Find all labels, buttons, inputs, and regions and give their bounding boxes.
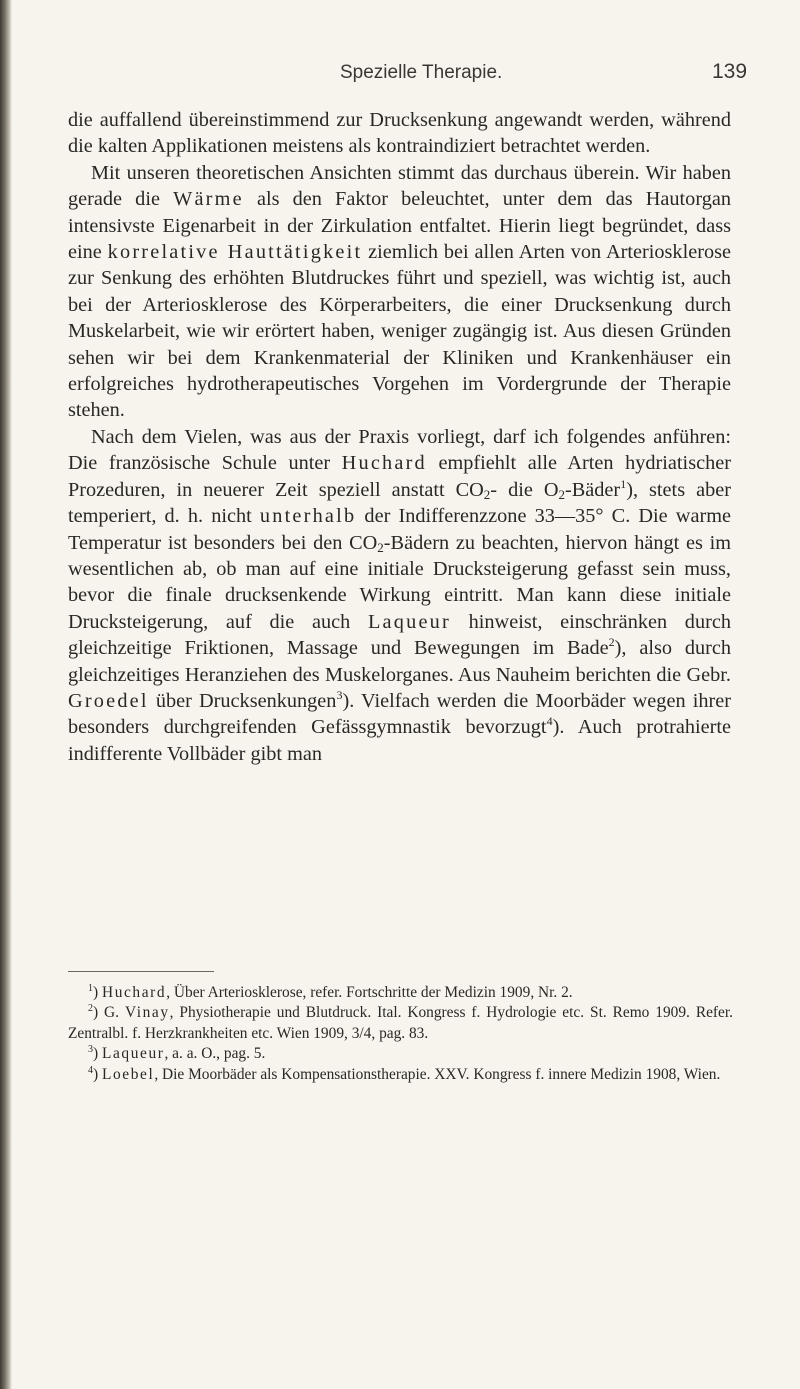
footnote-text: , Die Moorbäder als Kompensationstherapie. XXV. Kongress f. innere Medizin 1908, Wien.: [154, 1065, 721, 1083]
text-run: hinweist, einschränken durch gleichzeitige Friktionen, Massage und Bewegungen im Bade: [68, 610, 731, 660]
footnote-4: $^4$) Loebel, Die Moorbäder als Kompensationstherapie. XXV. Kongress f. innere Medizin 1908, Wien.: [88, 1064, 721, 1083]
footnote-text: , a. a. O., pag. 5.: [164, 1045, 266, 1063]
text-run: die auffallend übereinstimmend zur Drucksenkung angewandt werden, während die kalten Applikationen meistens als kontraindiziert betrachtet werden.: [68, 109, 731, 158]
footnote-author: Laqueur: [101, 1045, 165, 1063]
text-run: -Bäder: [565, 478, 621, 501]
page-number: 139: [712, 60, 748, 83]
footnote-marker: 2: [88, 1003, 93, 1015]
paragraph-2: [68, 160, 731, 424]
footnote-marker: 3: [88, 1044, 93, 1056]
author-groedel: Groedel: [68, 689, 149, 712]
text-run: über Drucksenkungen: [148, 689, 337, 712]
text-run: -Bädern zu beachten, hiervon hängt es im wesentlichen ab, ob man auf eine initiale Drucksteigerung gefasst sein muss, bevor die finale drucksenkende Wirkung eintritt. Man kann diese initiale Drucksteigerung, auf die auch: [68, 531, 732, 633]
footnote-ref-3[interactable]: 3: [336, 687, 343, 702]
footnote-2: $^2$) G. Vinay, Physiotherapie und Blutdruck. Ital. Kongress f. Hydrologie etc. St. Remo 1909. Refer. Zentralbl. f. Herzkrankheiten etc. Wien 1909, 3/4, pag. 83.: [68, 1003, 733, 1042]
paragraph-3: [68, 424, 731, 767]
footnote-ref-4[interactable]: 4: [546, 714, 553, 729]
footnote-1: $^1$) Huchard, Über Arteriosklerose, refer. Fortschritte der Medizin 1909, Nr. 2.: [88, 983, 573, 1001]
footnotes: [68, 983, 733, 1085]
text-run: als den Faktor beleuchtet, unter dem das Hautorgan intensivste Eigenarbeit in der Zirkulation entfaltet. Hierin liegt begründet, dass eine: [68, 188, 731, 264]
text-run: ), also durch gleichzeitiges Heranziehen des Muskelorganes. Aus Nauheim berichten die Gebr.: [68, 637, 732, 686]
main-text: [68, 107, 731, 767]
emphasis-unterhalb: unterhalb: [259, 505, 357, 528]
footnote-ref-1[interactable]: 1: [620, 476, 627, 491]
subscript: 2: [377, 539, 384, 555]
subscript: 2: [483, 486, 491, 502]
author-laqueur: Laqueur: [367, 610, 451, 633]
footnote-3: $^3$) Laqueur, a. a. O., pag. 5.: [88, 1044, 266, 1063]
running-head: [0, 58, 800, 88]
footnote-marker: 4: [88, 1064, 93, 1076]
footnote-divider: [68, 971, 214, 972]
footnote-author: Loebel: [101, 1065, 155, 1083]
text-run: ziemlich bei allen Arten von Arteriosklerose zur Senkung des erhöhten Blutdruckes führt und speziell, was wichtig ist, auch bei der Arteriosklerose des Körperarbeiters, die einer Drucksenkung durch Muskelarbeit, wie wir erörtert haben, weniger zugängig ist. Aus diesen Gründen sehen wir bei dem Krankenmaterial der Kliniken und Krankenhäuser ein erfolgreiches hydrotherapeutisches Vorgehen im Vordergrunde der Therapie stehen.: [68, 241, 731, 422]
text-run: ). Auch protrahierte indifferente Vollbäder gibt man: [68, 716, 731, 765]
text-run: ), stets aber temperiert, d. h. nicht: [68, 478, 731, 528]
subscript: 2: [558, 486, 565, 502]
text-run: empfiehlt alle Arten hydriatischer Prozeduren, in neuerer Zeit speziell anstatt CO: [68, 452, 731, 501]
text-run: Nach dem Vielen, was aus der Praxis vorliegt, darf ich folgendes anführen: Die französische Schule unter: [68, 425, 731, 475]
text-run: Mit unseren theoretischen Ansichten stimmt das durchaus überein. Wir haben gerade die: [68, 161, 731, 211]
footnote-prefix: G.: [104, 1004, 125, 1022]
footnote-author: Vinay: [124, 1004, 170, 1022]
paragraph-1: [68, 107, 731, 160]
author-huchard: Huchard: [341, 452, 427, 475]
emphasis-korrelative-hauttaetigkeit: korrelative Hauttätigkeit: [107, 241, 363, 264]
emphasis-warme: Wärme: [173, 188, 244, 211]
footnote-text: , Über Arteriosklerose, refer. Fortschritte der Medizin 1909, Nr. 2.: [166, 984, 573, 1001]
running-head-title: Spezielle Therapie.: [340, 62, 503, 83]
footnote-ref-2[interactable]: 2: [608, 635, 615, 650]
text-run: der Indifferenzzone 33—35° C. Die warme Temperatur ist besonders bei den CO: [68, 505, 731, 554]
footnote-author: Huchard: [101, 984, 167, 1001]
footnote-marker: 1: [88, 983, 93, 994]
text-run: - die O: [490, 478, 559, 501]
page-binding-edge: [0, 0, 12, 1389]
footnote-text: , Physiotherapie und Blutdruck. Ital. Kongress f. Hydrologie etc. St. Remo 1909. Refer. Zentralbl. f. Herzkrankheiten etc. Wien 1909, 3/4, pag. 83.: [68, 1004, 733, 1042]
text-run: ). Vielfach werden die Moorbäder wegen ihrer besonders durchgreifenden Gefässgymnastik bevorzugt: [68, 689, 731, 739]
